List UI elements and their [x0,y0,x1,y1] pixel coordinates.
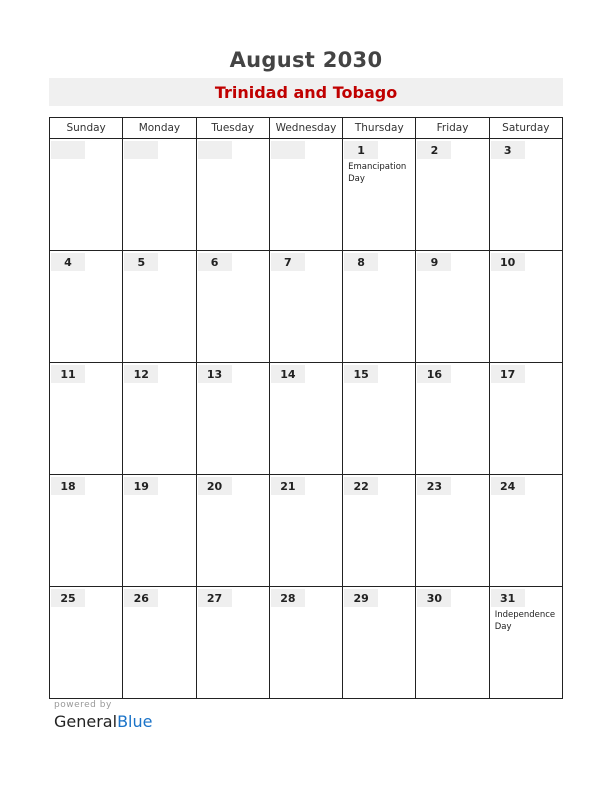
week-row [50,475,563,587]
day-cell [269,475,342,587]
day-cell [269,139,342,251]
day-cell [416,475,489,587]
day-number: 15 [344,365,378,383]
country-name: Trinidad and Tobago [214,83,398,102]
day-cell [123,139,196,251]
day-cell [343,587,416,699]
day-cell [416,251,489,363]
day-number: 17 [491,365,525,383]
day-cell [269,587,342,699]
day-cell [123,251,196,363]
weekday-tuesday: Tuesday [196,118,269,139]
weekday-thursday: Thursday [343,118,416,139]
weekday-friday: Friday [416,118,489,139]
day-number: 3 [491,141,525,159]
week-row [50,363,563,475]
weekday-header-row [50,118,563,139]
day-number: 5 [124,253,158,271]
day-number: 14 [271,365,305,383]
day-cell [196,139,269,251]
day-number: 2 [417,141,451,159]
day-number [124,141,158,159]
calendar-grid [49,117,563,699]
day-cell [416,363,489,475]
day-cell [489,363,562,475]
week-row [50,251,563,363]
day-number: 20 [198,477,232,495]
month-title: August 2030 [229,48,383,72]
day-cell [489,251,562,363]
day-number: 24 [491,477,525,495]
day-number: 7 [271,253,305,271]
weekday-monday: Monday [123,118,196,139]
day-number: 31 [491,589,525,607]
day-cell [269,251,342,363]
day-number: 30 [417,589,451,607]
day-cell [489,587,562,699]
day-number: 8 [344,253,378,271]
day-number: 19 [124,477,158,495]
country-banner [49,78,563,106]
day-number: 6 [198,253,232,271]
day-number: 13 [198,365,232,383]
holiday-label: Independence Day [494,610,556,632]
day-number: 27 [198,589,232,607]
weekday-saturday: Saturday [489,118,562,139]
day-number [51,141,85,159]
day-cell [196,587,269,699]
powered-by-text: powered by [54,700,112,710]
weekday-wednesday: Wednesday [269,118,342,139]
day-cell [489,139,562,251]
brand-blue: Blue [117,712,153,731]
day-cell [196,363,269,475]
day-cell [196,475,269,587]
day-cell [343,363,416,475]
day-number: 4 [51,253,85,271]
day-cell [50,251,123,363]
day-number: 1 [344,141,378,159]
day-cell [123,587,196,699]
brand-logo [54,712,152,731]
day-cell [489,475,562,587]
weekday-sunday: Sunday [50,118,123,139]
day-cell [343,475,416,587]
day-number: 28 [271,589,305,607]
day-cell [123,475,196,587]
brand-general: General [54,712,118,731]
day-number: 23 [417,477,451,495]
day-cell [50,587,123,699]
day-number: 11 [51,365,85,383]
day-cell [50,363,123,475]
day-number: 18 [51,477,85,495]
day-cell [50,475,123,587]
day-number: 10 [491,253,525,271]
week-row [50,587,563,699]
day-number: 21 [271,477,305,495]
day-number: 16 [417,365,451,383]
day-number: 22 [344,477,378,495]
day-number: 29 [344,589,378,607]
day-number: 12 [124,365,158,383]
day-number: 26 [124,589,158,607]
day-cell [123,363,196,475]
day-number: 9 [417,253,451,271]
day-cell [416,587,489,699]
day-cell [343,139,416,251]
day-cell [269,363,342,475]
day-cell [416,139,489,251]
day-number [271,141,305,159]
day-number [198,141,232,159]
week-row [50,139,563,251]
holiday-label: Emancipation Day [348,162,407,184]
footer-branding [54,700,152,731]
day-cell [50,139,123,251]
day-number: 25 [51,589,85,607]
day-cell [343,251,416,363]
day-cell [196,251,269,363]
